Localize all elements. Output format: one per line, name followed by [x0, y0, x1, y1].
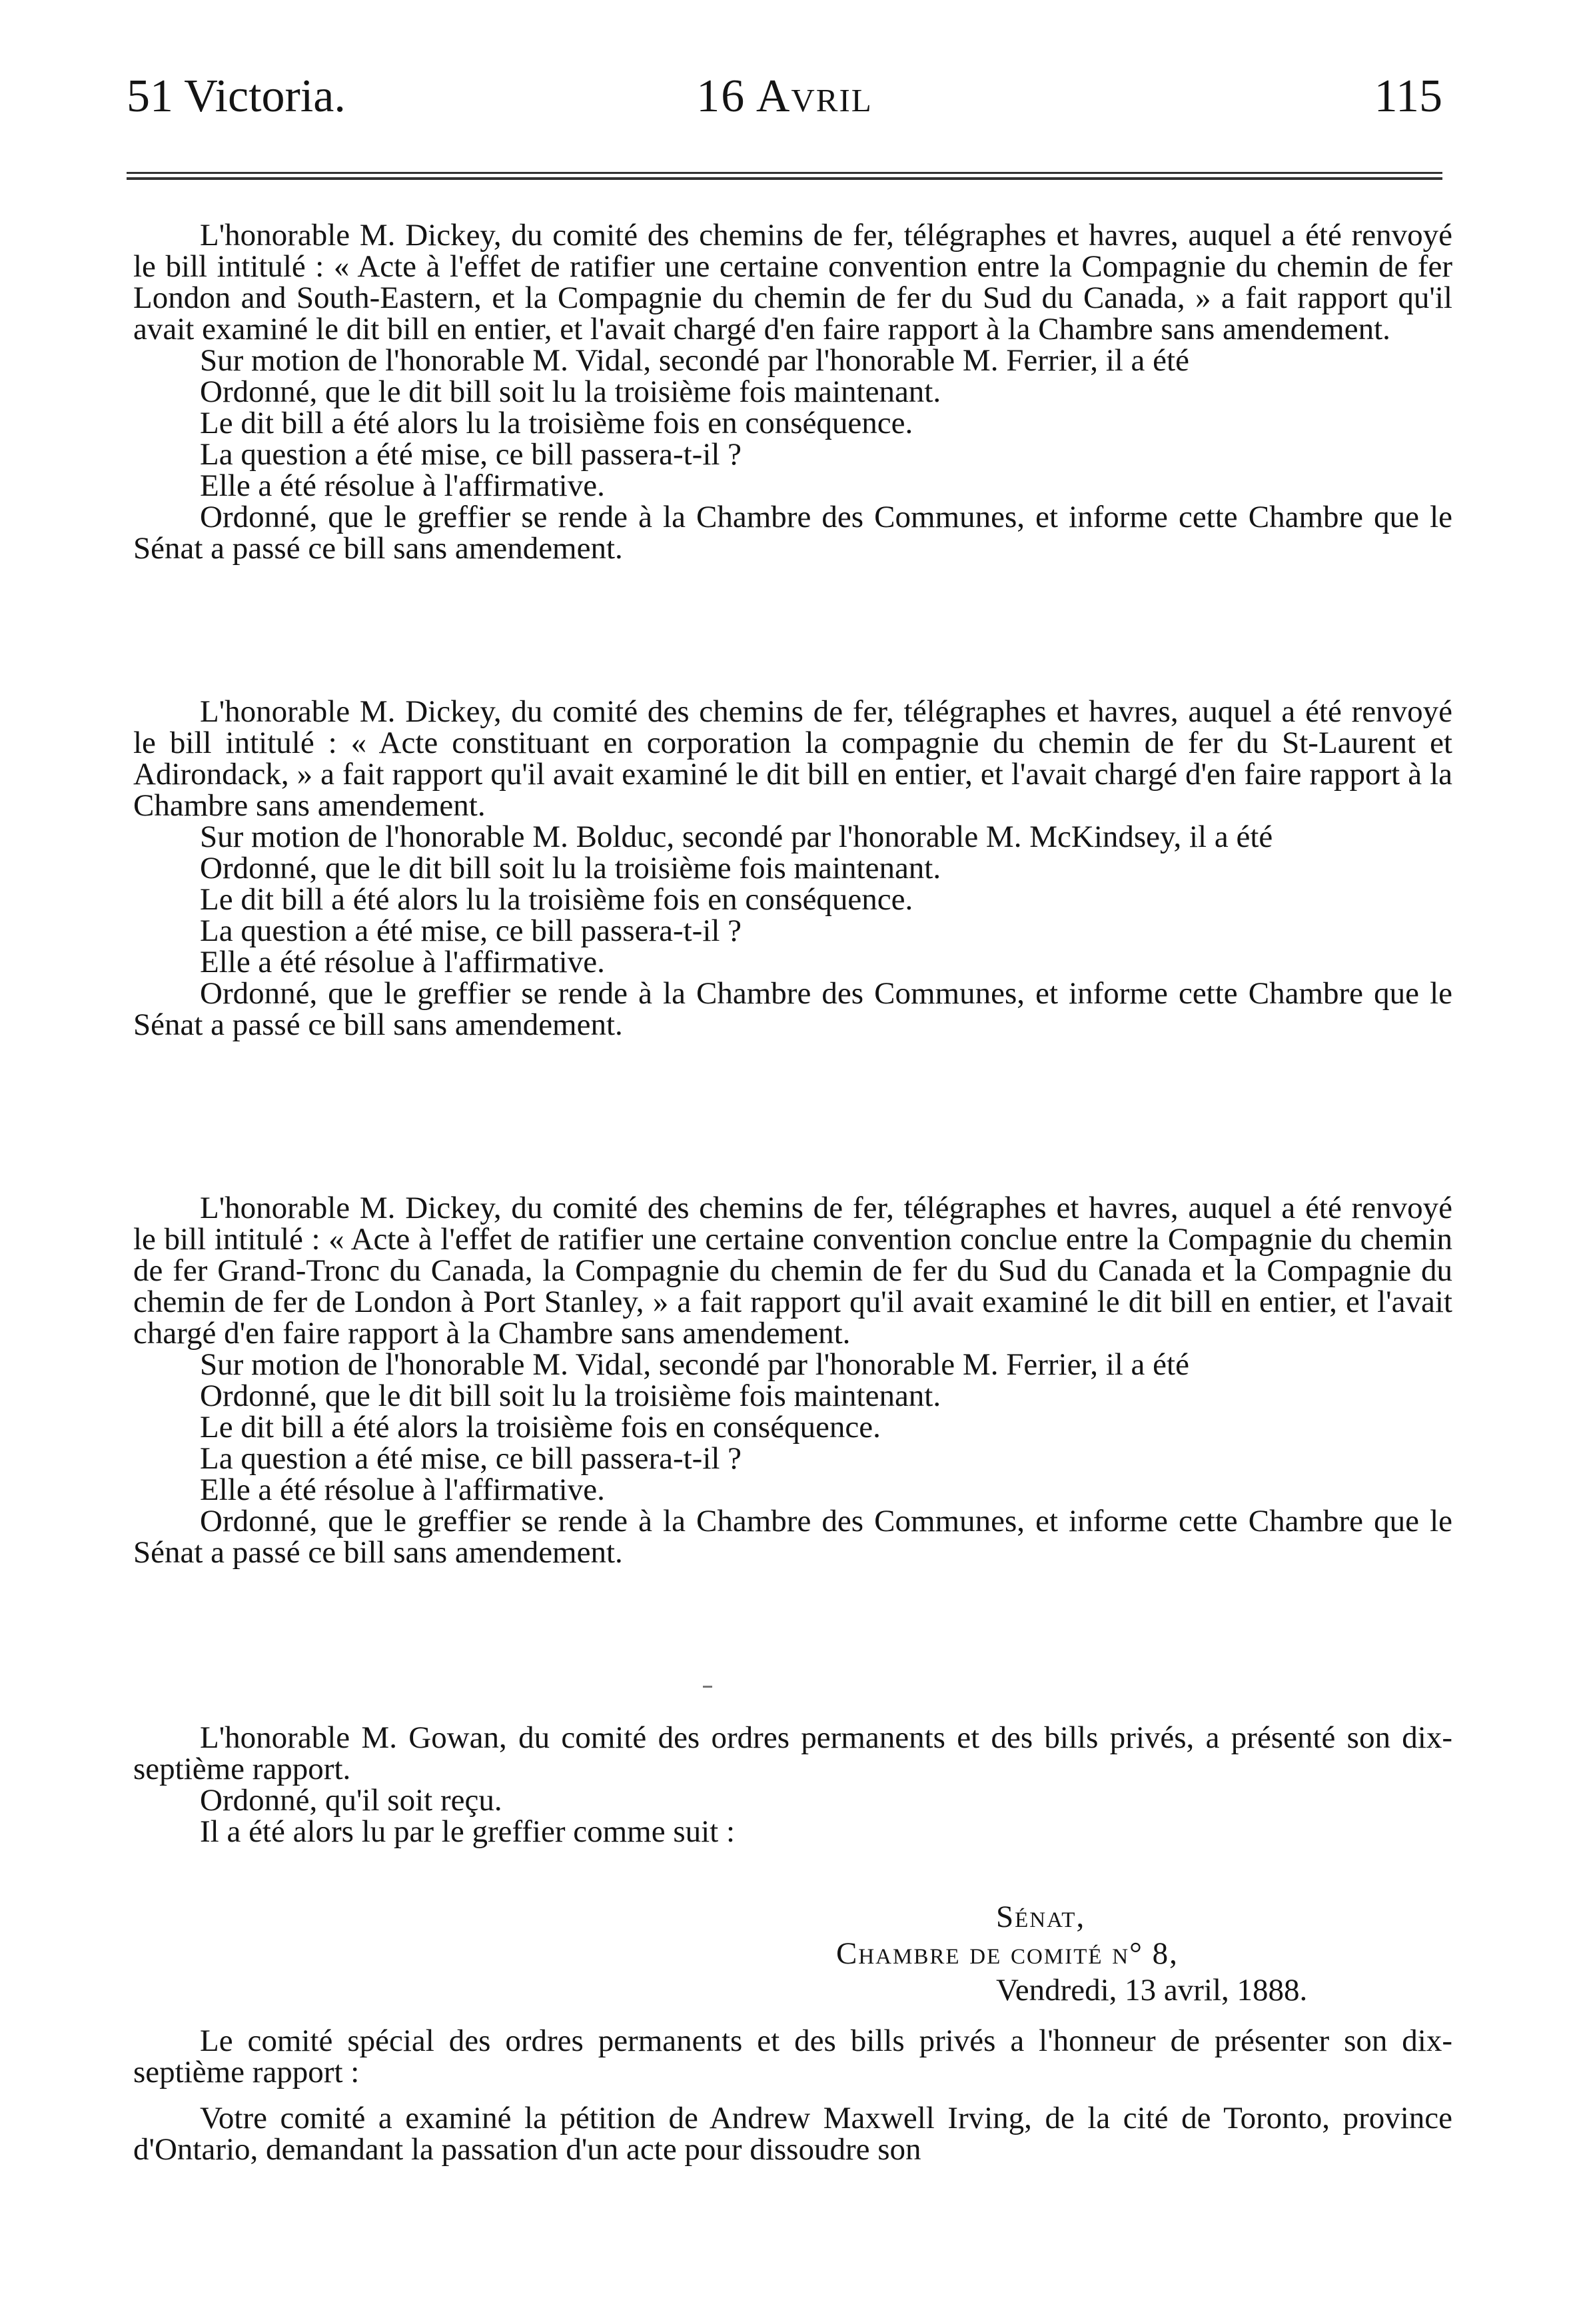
committee-report-paragraph: L'honorable M. Dickey, du comité des chemins de fer, télégraphes et havres, auquel a été renvoyé le bill intitulé : « Acte à l'effet de ratifier une certaine convention conclue entre la Compagnie du chemin de fer Grand-Tronc du Canada, la Compagnie du chemin de fer du Sud du Canada et la Compagnie du chemin de fer de London à Port Stanley, » a fait rapport qu'il avait examiné le dit bill en entier, et l'avait chargé d'en faire rapport à la Chambre sans amendement.	[133, 1191, 1452, 1351]
header-rule-double	[127, 177, 1442, 180]
committee-room: Chambre de comité n° 8,	[836, 1936, 1179, 1971]
reading-line: Il a été alors lu par le greffier comme suit :	[200, 1814, 736, 1849]
order-line: Ordonné, qu'il soit reçu.	[200, 1783, 502, 1818]
header-session: 51 Victoria.	[127, 71, 346, 122]
resolution-line: Elle a été résolue à l'affirmative.	[200, 1472, 605, 1507]
motion-line: Sur motion de l'honorable M. Vidal, secondé par l'honorable M. Ferrier, il a été	[200, 343, 1189, 378]
running-header	[127, 70, 1442, 143]
resolution-line: Elle a été résolue à l'affirmative.	[200, 468, 605, 503]
order-paragraph: Ordonné, que le greffier se rende à la Chambre des Communes, et informe cette Chambre que le Sénat a passé ce bill sans amendement.	[133, 976, 1452, 1042]
petition-paragraph: Votre comité a examiné la pétition de Andrew Maxwell Irving, de la cité de Toronto, province d'Ontario, demandant la passation d'un acte pour dissoudre son	[133, 2101, 1452, 2167]
order-paragraph: Ordonné, que le greffier se rende à la Chambre des Communes, et informe cette Chambre que le Sénat a passé ce bill sans amendement.	[133, 500, 1452, 566]
order-line: Ordonné, que le dit bill soit lu la troisième fois maintenant.	[200, 1379, 941, 1413]
section-separator-mark	[703, 1686, 712, 1688]
reading-line: Le dit bill a été alors la troisième fois en conséquence.	[200, 1410, 881, 1445]
order-paragraph: Ordonné, que le greffier se rende à la Chambre des Communes, et informe cette Chambre que le Sénat a passé ce bill sans amendement.	[133, 1504, 1452, 1570]
report-date: Vendredi, 13 avril, 1888.	[996, 1973, 1308, 2008]
report-intro-paragraph: Le comité spécial des ordres permanents et des bills privés a l'honneur de présenter son dix-septième rapport :	[133, 2024, 1452, 2089]
motion-line: Sur motion de l'honorable M. Bolduc, secondé par l'honorable M. McKindsey, il a été	[200, 820, 1273, 854]
committee-report-paragraph: L'honorable M. Dickey, du comité des chemins de fer, télégraphes et havres, auquel a été renvoyé le bill intitulé : « Acte constituant en corporation la compagnie du chemin de fer du St-Laurent et Adirondack, » a fait rapport qu'il avait examiné le dit bill en entier, et l'avait chargé d'en faire rapport à la Chambre sans amendement.	[133, 694, 1452, 823]
question-line: La question a été mise, ce bill passera-t-il ?	[200, 913, 742, 948]
header-rule	[127, 172, 1442, 174]
motion-line: Sur motion de l'honorable M. Vidal, secondé par l'honorable M. Ferrier, il a été	[200, 1347, 1189, 1382]
question-line: La question a été mise, ce bill passera-t-il ?	[200, 437, 742, 472]
proceeding-section-3	[133, 1193, 1452, 1568]
question-line: La question a été mise, ce bill passera-t-il ?	[200, 1441, 742, 1476]
report-dateline	[836, 1899, 1436, 2009]
proceeding-section-4	[133, 1722, 1452, 1848]
senate-heading: Sénat,	[996, 1900, 1086, 1934]
proceeding-section-1	[133, 220, 1452, 564]
order-line: Ordonné, que le dit bill soit lu la troisième fois maintenant.	[200, 851, 941, 885]
order-line: Ordonné, que le dit bill soit lu la troisième fois maintenant.	[200, 374, 941, 409]
proceeding-section-2	[133, 696, 1452, 1041]
resolution-line: Elle a été résolue à l'affirmative.	[200, 945, 605, 979]
report-text	[133, 2026, 1452, 2165]
reading-line: Le dit bill a été alors lu la troisième fois en conséquence.	[200, 882, 913, 917]
committee-report-paragraph: L'honorable M. Gowan, du comité des ordres permanents et des bills privés, a présenté son dix-septième rapport.	[133, 1720, 1452, 1786]
reading-line: Le dit bill a été alors lu la troisième fois en conséquence.	[200, 406, 913, 440]
page-number: 115	[1374, 71, 1442, 122]
header-date: 16 Avril	[696, 71, 873, 122]
committee-report-paragraph: L'honorable M. Dickey, du comité des chemins de fer, télégraphes et havres, auquel a été renvoyé le bill intitulé : « Acte à l'effet de ratifier une certaine convention entre la Compagnie du chemin de fer London and South-Eastern, et la Compagnie du chemin de fer du Sud du Canada, » a fait rapport qu'il avait examiné le dit bill en entier, et l'avait chargé d'en faire rapport à la Chambre sans amendement.	[133, 218, 1452, 346]
